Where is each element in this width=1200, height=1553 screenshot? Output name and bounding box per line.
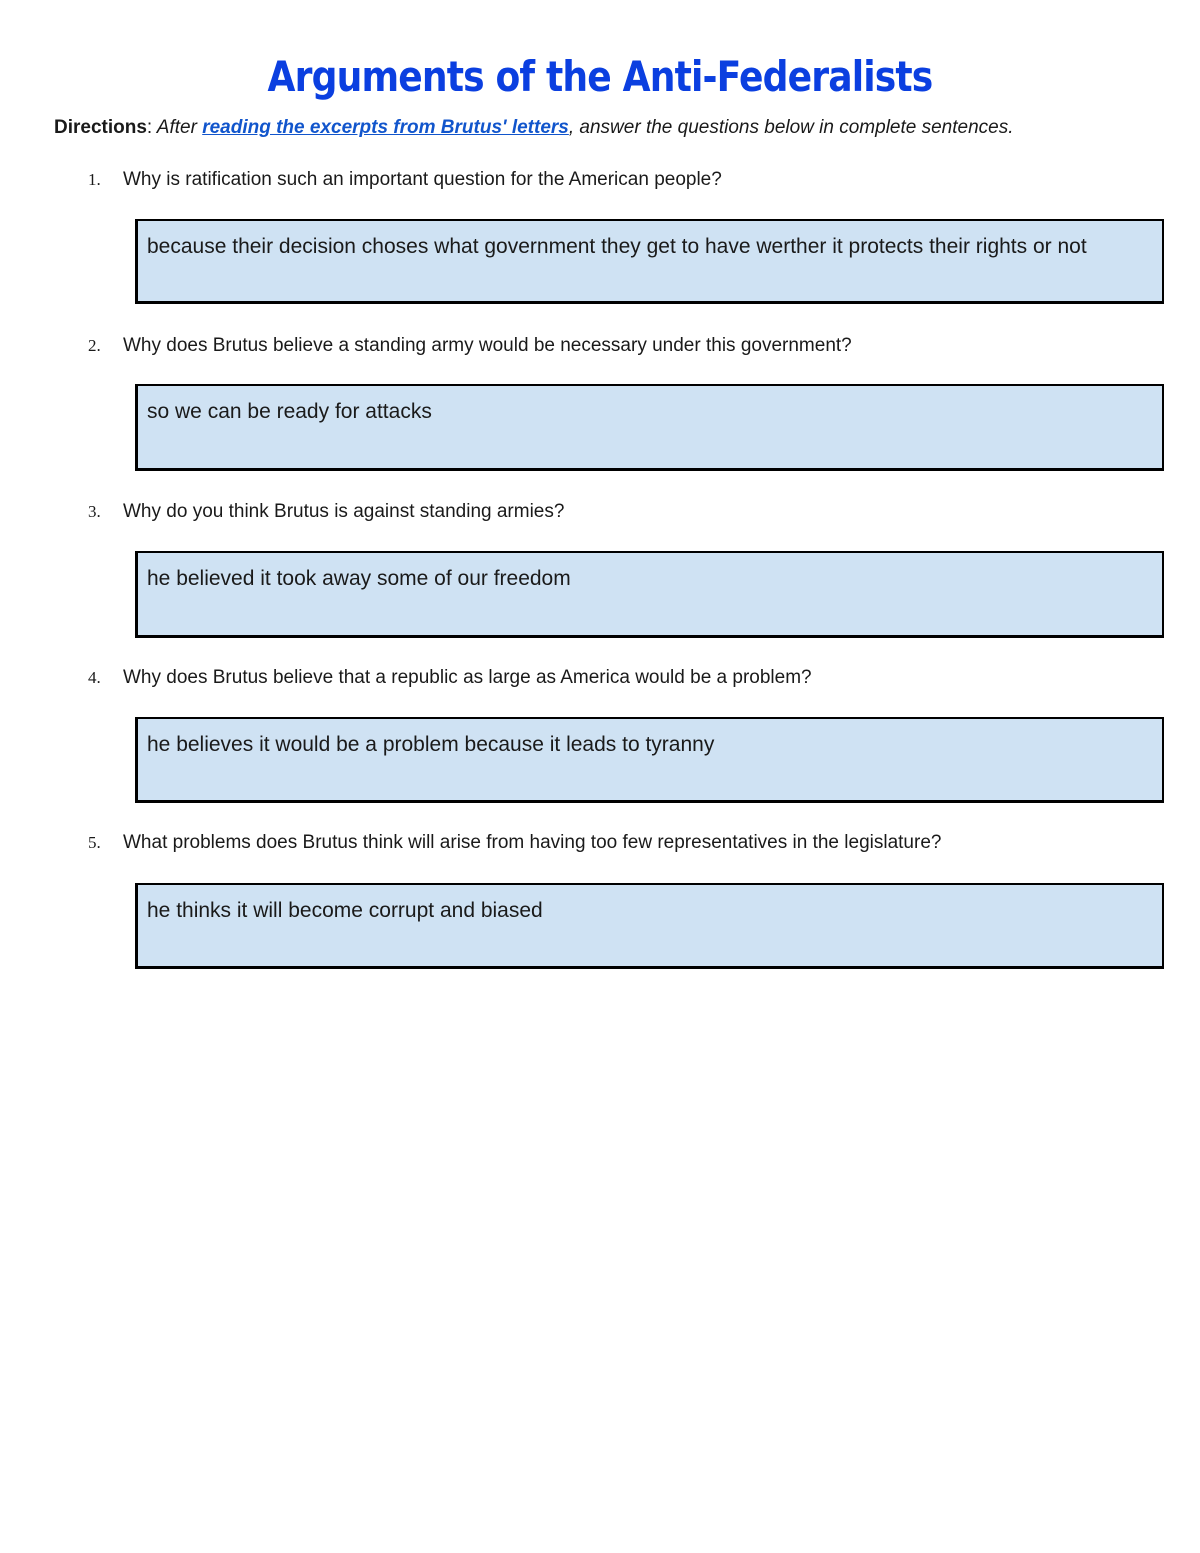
answer-box-4[interactable]: he believes it would be a problem because it leads to tyranny: [135, 717, 1164, 803]
answer-box-1[interactable]: because their decision choses what government they get to have werther it protects their rights or not: [135, 219, 1164, 304]
question-number: 1.: [88, 170, 101, 189]
page-title: Arguments of the Anti-Federalists: [267, 52, 933, 101]
directions: [54, 117, 1014, 139]
answer-box-5[interactable]: he thinks it will become corrupt and biased: [135, 883, 1164, 969]
question-text: Why do you think Brutus is against standing armies?: [123, 501, 565, 522]
question-number: 4.: [88, 668, 101, 687]
directions-colon: :: [146, 117, 153, 138]
question-4: [88, 667, 812, 689]
answer-box-2[interactable]: so we can be ready for attacks: [135, 384, 1164, 471]
directions-text-after: , answer the questions below in complete sentences.: [568, 117, 1014, 138]
directions-label: Directions: [54, 117, 147, 138]
question-text: What problems does Brutus think will arise from having too few representatives in the legislature?: [123, 832, 942, 853]
question-1: [88, 169, 722, 191]
question-number: 3.: [88, 502, 101, 521]
question-text: Why does Brutus believe a standing army would be necessary under this government?: [123, 335, 852, 356]
question-number: 5.: [88, 833, 101, 852]
question-3: [88, 501, 564, 523]
question-number: 2.: [88, 336, 101, 355]
question-text: Why is ratification such an important question for the American people?: [123, 169, 722, 190]
question-text: Why does Brutus believe that a republic as large as America would be a problem?: [123, 667, 812, 688]
question-2: [88, 335, 852, 357]
directions-text-before: After: [152, 117, 203, 138]
question-5: [88, 832, 941, 854]
answer-box-3[interactable]: he believed it took away some of our freedom: [135, 551, 1164, 638]
brutus-letters-link[interactable]: reading the excerpts from Brutus' letters: [202, 117, 569, 138]
